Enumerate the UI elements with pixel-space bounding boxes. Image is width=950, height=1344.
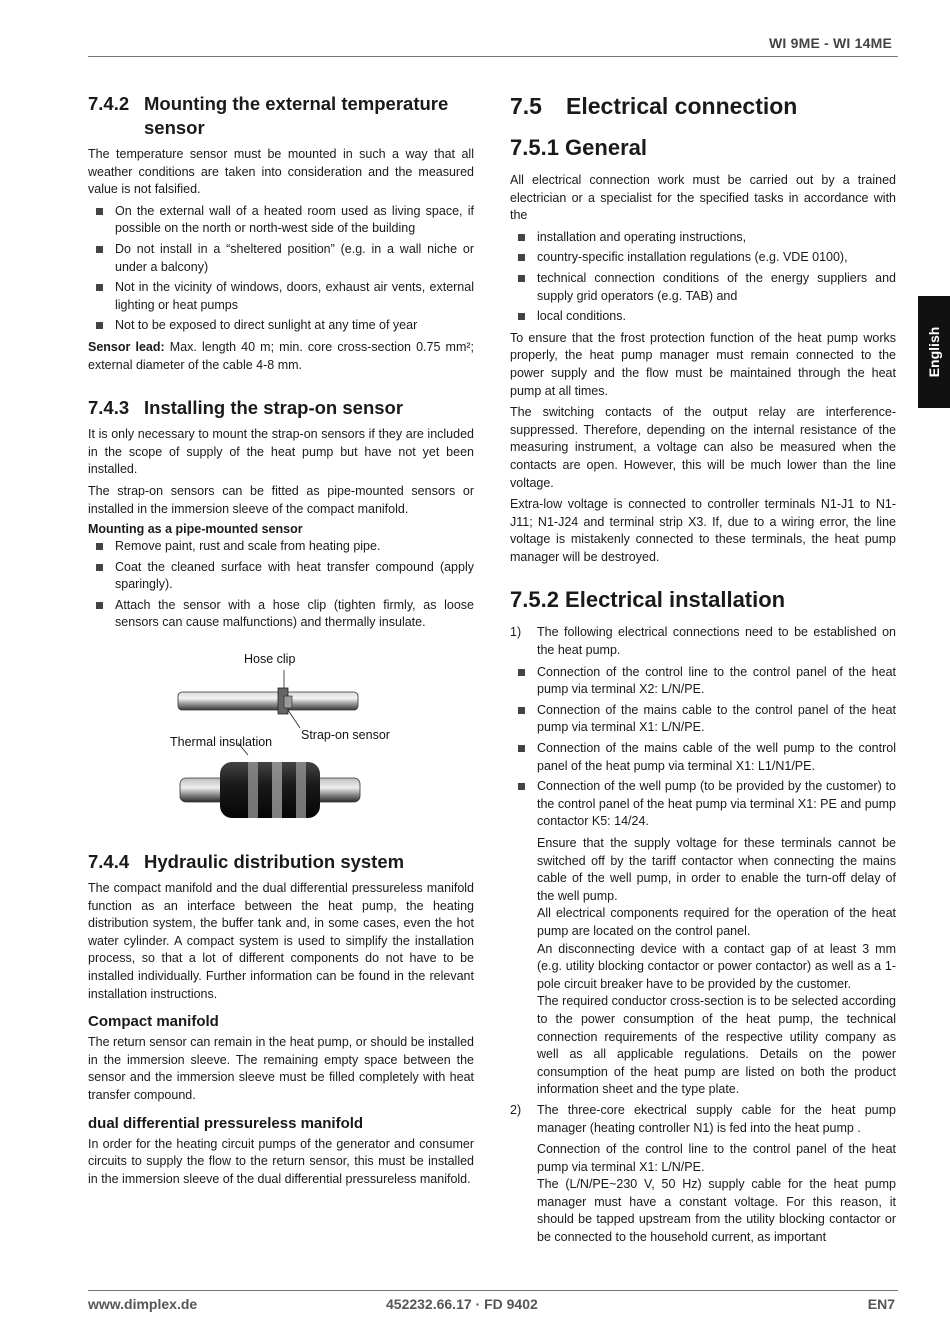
bullet-list <box>88 203 474 335</box>
paragraph: The return sensor can remain in the heat pump, or should be installed in the immersion sleeve. The remaining empty space between the sensor and the immersion sleeve must be filled completely with heat transfer compound. <box>88 1035 474 1102</box>
numbered-list <box>510 1102 896 1137</box>
section-title: Installing the strap-on sensor <box>144 397 404 419</box>
note-paragraph: The required conductor cross-section is to be selected according to the power consumption of the heat pump, the technical connection requirements of the respective utility company as well as all applicable regulations. Details on the power consumption of the heat pump are listed on both the product information sheet and the type plate. <box>537 994 896 1097</box>
section-number: 7.4.2 <box>88 93 130 114</box>
list-text: The three-core ekectrical supply cable for the heat pump manager (heating controller N1) is fed into the heat pump . <box>537 1102 896 1135</box>
sensor-leader <box>288 710 300 728</box>
language-tab-label: English <box>926 326 942 378</box>
list-item: Do not install in a “sheltered position” (e.g. in a wall niche or under a balcony) <box>88 241 474 276</box>
sensor-lead-label: Sensor lead: <box>88 339 165 354</box>
subheading-pipe-mounted: Mounting as a pipe-mounted sensor <box>88 522 303 537</box>
section-title: Mounting the external temperature sensor <box>144 93 449 138</box>
list-item: Connection of the control line to the control panel of the heat pump via terminal X2: L/N/PE. <box>510 664 896 699</box>
paragraph: The temperature sensor must be mounted in such a way that all weather conditions are taken into consideration and the measured value is not falsified. <box>88 147 474 197</box>
strap-on-sensor-figure <box>88 650 474 830</box>
label-thermal-insulation: Thermal insulation <box>170 735 273 750</box>
label-hose-clip: Hose clip <box>244 652 296 667</box>
section-heading-7-4-2 <box>88 92 474 140</box>
section-heading-7-5-2: 7.5.2 Electrical installation <box>510 587 786 613</box>
list-item: Not to be exposed to direct sunlight at any time of year <box>88 317 474 335</box>
bullet-list <box>510 229 896 326</box>
header-divider <box>88 56 898 57</box>
list-item: Not in the vicinity of windows, doors, exhaust air vents, external lighting or heat pumps <box>88 279 474 314</box>
note-paragraph: Ensure that the supply voltage for these terminals cannot be switched off by the tariff contactor when connecting the mains cable of the well pump, in order to enable the turn-off delay of the well pump. <box>537 836 896 903</box>
list-item: Connection of the mains cable of the well pump to the control panel of the heat pump via terminal X1: L1/N1/PE. <box>510 740 896 775</box>
list-item: country-specific installation regulations (e.g. VDE 0100), <box>510 249 896 267</box>
numbered-list <box>510 624 896 659</box>
list-item: installation and operating instructions, <box>510 229 896 247</box>
list-item: local conditions. <box>510 308 896 326</box>
section-heading-7-5 <box>510 92 896 120</box>
paragraph: All electrical connection work must be carried out by a trained electrician or a specialist for the specified tasks in accordance with the <box>510 173 896 223</box>
document-header-title: WI 9ME - WI 14ME <box>769 35 892 51</box>
footer-divider <box>88 1290 898 1291</box>
list-item: Connection of the well pump (to be provided by the customer) to the control panel of the heat pump via terminal X1: PE and pump contactor K5: 14/24. <box>510 778 896 831</box>
subheading-compact-manifold: Compact manifold <box>88 1013 219 1031</box>
list-item <box>510 1102 896 1137</box>
section-heading-7-5-1: 7.5.1 General <box>510 135 647 160</box>
language-tab <box>918 296 950 408</box>
list-item <box>510 624 896 659</box>
paragraph: To ensure that the frost protection function of the heat pump works properly, the heat pump manager must remain connected to the power supply and the flow must be maintained through the heat pump at all times. <box>510 330 896 398</box>
note-paragraph: An disconnecting device with a contact gap of at least 3 mm (e.g. utility blocking contactor or power contactor) as well as a 1-pole circuit breaker have to be provided by the customer. <box>537 941 896 991</box>
section-title: Hydraulic distribution system <box>144 851 405 873</box>
label-strap-on-sensor: Strap-on sensor <box>301 728 390 743</box>
sensor-lead-text: Max. length 40 m; min. core cross-section 0.75 mm²; external diameter of the cable 4-8 mm. <box>88 339 474 372</box>
section-heading-7-4-4 <box>88 850 474 874</box>
right-column <box>510 92 896 1247</box>
note-paragraph: The (L/N/PE~230 V, 50 Hz) supply cable for the heat pump manager must have a constant voltage. For this reason, it should be tapped upstream from the utility blocking contactor or be connected to the household current, as important <box>537 1177 896 1245</box>
pipe-illustration <box>88 650 474 830</box>
section-number: 7.4.3 <box>88 397 130 419</box>
list-text: The following electrical connections need to be established on the heat pump. <box>537 625 896 658</box>
sensor-body <box>284 696 292 708</box>
bullet-list <box>88 538 474 632</box>
left-column <box>88 92 474 1192</box>
section-number: 7.4.4 <box>88 851 130 873</box>
section-heading-7-4-3 <box>88 396 474 420</box>
list-item: On the external wall of a heated room used as living space, if possible on the north or north-west side of the building <box>88 203 474 238</box>
note-paragraph: Connection of the control line to the control panel of the heat pump via terminal X1: L/N/PE. <box>537 1142 896 1174</box>
section-number: 7.5 <box>510 93 542 119</box>
list-item: Remove paint, rust and scale from heating pipe. <box>88 538 474 556</box>
note-paragraph: All electrical components required for the operation of the heat pump are located on the control panel. <box>537 906 896 938</box>
paragraph: The strap-on sensors can be fitted as pipe-mounted sensors or installed in the immersion sleeve of the compact manifold. <box>88 483 474 516</box>
list-item: Connection of the mains cable to the control panel of the heat pump via terminal X1: L/N/PE. <box>510 702 896 737</box>
paragraph: It is only necessary to mount the strap-on sensors if they are included in the scope of supply of the heat pump but have not yet been installed. <box>88 427 474 477</box>
list-item: Attach the sensor with a hose clip (tighten firmly, as loose sensors can cause malfunctions) and thermally insulate. <box>88 597 474 632</box>
list-number: 2) <box>510 1102 522 1117</box>
section-title: Electrical connection <box>566 93 798 119</box>
list-item: Coat the cleaned surface with heat transfer compound (apply sparingly). <box>88 559 474 594</box>
paragraph: The compact manifold and the dual differential pressureless manifold function as an interface between the heat pump, the heating distribution system, the buffer tank and, in some cases, even the hot water cylinder. A compact system is used to simplify the installation process, so that a lot of different components do not have to be installed individually. Further information can be found in the relevant installation instructions. <box>88 881 474 1001</box>
paragraph: Extra-low voltage is connected to controller terminals N1-J1 to N1-J11; N1-J24 and terminal strip X3. If, due to a wiring error, the line voltage is mistakenly connected to these terminals, the heat pump manager will be destroyed. <box>510 497 896 564</box>
sensor-lead-paragraph <box>88 339 474 374</box>
bullet-list <box>510 664 896 831</box>
footer-website: www.dimplex.de <box>88 1296 198 1312</box>
upper-pipe <box>178 692 358 710</box>
footer-doc-number: 452232.66.17 · FD 9402 <box>386 1296 538 1312</box>
paragraph: The switching contacts of the output relay are interference-suppressed. Therefore, depending on the internal resistance of the measuring instrument, a voltage can also be measured when the contacts are open. However, this will be much lower than the line voltage. <box>510 405 896 490</box>
subheading-dual-manifold: dual differential pressureless manifold <box>88 1114 364 1132</box>
list-item: technical connection conditions of the energy suppliers and supply grid operators (e.g. TAB) and <box>510 270 896 305</box>
footer-page-number: EN7 <box>867 1296 895 1312</box>
paragraph: In order for the heating circuit pumps of the generator and consumer circuits to supply the flow to the return sensor, this must be installed in the immersion sleeve of the dual differential pressureless manifold. <box>88 1136 474 1186</box>
list-number: 1) <box>510 625 522 640</box>
